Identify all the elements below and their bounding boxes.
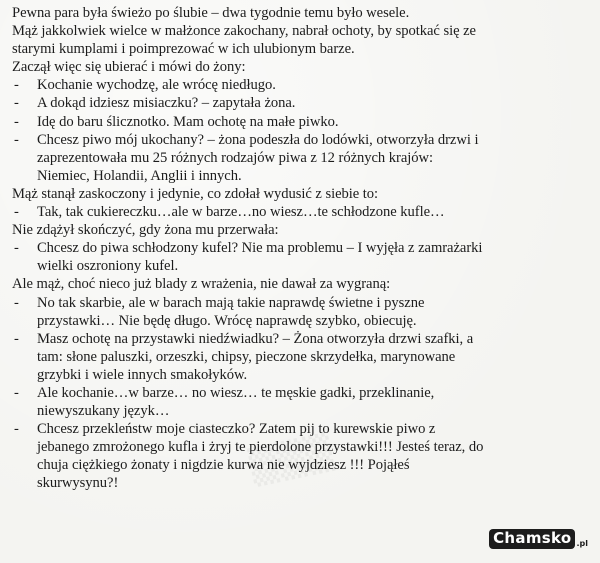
dialog-continuation: tam: słone paluszki, orzeszki, chipsy, pieczone skrzydełka, marynowane [37,348,456,365]
dash-icon: - [14,77,19,94]
dialog-line [12,294,594,312]
faint-watermark-icon: ▒▒▒ [246,431,338,489]
dialog-continuation: jebanego zmrożonego kufla i żryj te pierdolone przystawki!!! Jesteś teraz, do [37,439,484,456]
dialog-continuation: zaprezentowała mu 25 różnych rodzajów piwa z 12 różnych krajów: [37,149,433,166]
dialog-text: Chcesz piwo mój ukochany? – żona podeszła do lodówki, otworzyła drzwi i [37,131,479,148]
dialog-line [12,113,594,131]
dialog-line [12,420,594,438]
narration-line: Nie zdążył skończyć, gdy żona mu przerwała: [12,222,279,239]
text-line: Zaczął więc się ubierać i mówi do żony: [12,59,246,76]
dialog-text: No tak skarbie, ale w barach mają takie naprawdę świetne i pyszne [37,294,425,311]
dash-icon: - [14,113,19,130]
narration-line: Ale mąż, choć nieco już blady z wrażenia, nie dawał za wygraną: [12,276,391,293]
dialog-continuation: Niemiec, Holandii, Anglii i innych. [37,167,242,184]
joke-text [12,4,594,493]
dialog-text: Idę do baru ślicznotko. Mam ochotę na małe piwko. [37,113,339,130]
dash-icon: - [14,204,19,221]
dialog-continuation: skurwysynu?! [37,475,119,492]
dialog-text: Tak, tak cukiereczku…ale w barze…no wiesz…te schłodzone kufle… [37,204,445,221]
text-line: starymi kumplami i poimprezować w ich ulubionym barze. [12,41,355,58]
dialog-continuation: niewyszukany język… [37,403,170,420]
dash-icon: - [14,330,19,347]
dash-icon: - [14,421,19,438]
dialog-line [12,94,594,112]
dialog-line [12,131,594,149]
logo-name: Chamsko [489,529,575,549]
dialog-line [12,384,594,402]
dialog-continuation: chuja ciężkiego żonaty i nigdzie kurwa nie wyjdziesz !!! Pojąłeś [37,457,410,474]
dialog-text: Masz ochotę na przystawki niedźwiadku? – Żona otworzyła drzwi szafki, a [37,330,474,347]
narration-line: Mąż stanął zaskoczony i jedynie, co zdołał wydusić z siebie to: [12,185,379,202]
dialog-text: Chcesz przekleństw moje ciasteczko? Zatem pij to kurewskie piwo z [37,421,436,438]
dialog-continuation: wielki oszroniony kufel. [37,258,179,275]
dash-icon: - [14,95,19,112]
dialog-line [12,203,594,221]
dialog-continuation: grzybki i wiele innych smakołyków. [37,366,248,383]
chamsko-logo [489,529,588,549]
text-line: Pewna para była świeżo po ślubie – dwa tygodnie temu było wesele. [12,5,410,21]
text-line: Mąż jakkolwiek wielce w małżonce zakochany, nabrał ochoty, by spotkać się ze [12,23,476,40]
dialog-text: Chcesz do piwa schłodzony kufel? Nie ma problemu – I wyjęła z zamrażarki [37,240,483,257]
dialog-line [12,76,594,94]
dialog-text: A dokąd idziesz misiaczku? – zapytała żona. [37,95,296,112]
dialog-line [12,330,594,348]
dialog-text: Ale kochanie…w barze… no wiesz… te męskie gadki, przeklinanie, [37,384,435,401]
dialog-continuation: przystawki… Nie będę długo. Wrócę naprawdę szybko, obiecuję. [37,312,417,329]
dash-icon: - [14,240,19,257]
dialog-line [12,239,594,257]
dash-icon: - [14,131,19,148]
logo-tld: .pl [576,539,588,548]
dash-icon: - [14,384,19,401]
dialog-text: Kochanie wychodzę, ale wrócę niedługo. [37,77,276,94]
dash-icon: - [14,294,19,311]
